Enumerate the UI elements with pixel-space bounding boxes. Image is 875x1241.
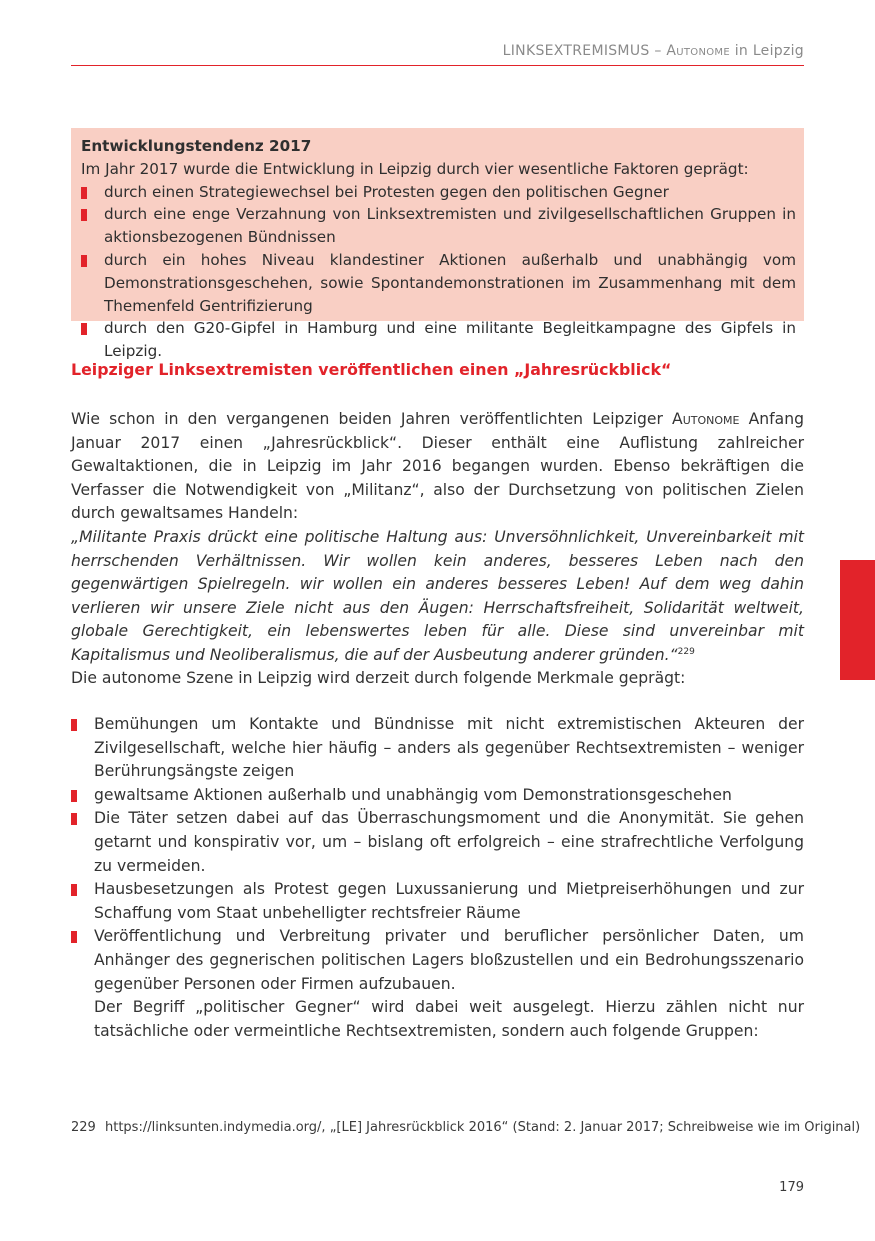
bullet-marker — [81, 255, 87, 267]
bullet-marker — [71, 884, 77, 896]
trend-item-text: durch einen Strategiewechsel bei Protesten gegen den politischen Gegner — [104, 182, 669, 201]
trend-box-intro: Im Jahr 2017 wurde die Entwicklung in Leipzig durch vier wesentliche Faktoren geprägt: — [81, 159, 749, 178]
trend-item-text: durch den G20-Gipfel in Hamburg und eine militante Begleitkampagne des Gipfels in Leipzig. — [104, 319, 796, 361]
scene-paragraph: Die autonome Szene in Leipzig wird derzeit durch folgende Merkmale geprägt: — [71, 669, 686, 687]
feature-item — [71, 925, 804, 1043]
para1-autonome: Autonome — [672, 410, 740, 428]
feature-continuation: Der Begriff „politischer Gegner“ wird dabei weit ausgelegt. Hierzu zählen nicht nur tatsächliche oder vermeintliche Rechtsextremisten, sondern auch folgende Gruppen: — [94, 998, 804, 1040]
footnote-reference[interactable]: 229 — [677, 646, 695, 657]
header-dash: – — [649, 43, 667, 59]
bullet-marker — [81, 209, 87, 221]
header-section: LINKSEXTREMISMUS — [502, 43, 650, 59]
feature-item — [71, 713, 804, 784]
feature-item — [71, 807, 804, 878]
page-number: 179 — [779, 1180, 804, 1195]
trend-item — [81, 249, 796, 317]
header-topic-rest: in Leipzig — [729, 43, 804, 59]
para1-text-before: Wie schon in den vergangenen beiden Jahren veröffentlichten Leipziger — [71, 410, 673, 428]
feature-item — [71, 878, 804, 925]
militancy-quote: „Militante Praxis drückt eine politische Haltung aus: Unversöhnlichkeit, Unvereinbarkeit mit herrschenden Verhältnissen. Wir wollen kein anderes, besseres Leben nach den gegenwärtigen Spielregeln. wir wollen ein anderes besseres Leben! Auf dem weg dahin verlieren wir unsere Ziele nicht aus den Äugen: Herrschaftsfreiheit, Solidarität weltweit, globale Gerechtigkeit, ein lebenswertes leben für alle. Diese sind unvereinbar mit Kapitalismus und Neoliberalismus, die auf der Ausbeutung anderer gründen.“ — [71, 527, 804, 664]
trend-item-text: durch eine enge Verzahnung von Linksextremisten und zivilgesellschaftlichen Gruppen in aktionsbezogenen Bündnissen — [104, 205, 796, 247]
bullet-marker — [71, 719, 77, 731]
trend-item — [81, 317, 796, 363]
trend-box-list — [81, 181, 796, 363]
bullet-marker — [71, 931, 77, 943]
footnote — [71, 1120, 861, 1135]
bullet-marker — [71, 813, 77, 825]
bullet-marker — [71, 790, 77, 802]
trend-item — [81, 203, 796, 249]
feature-item-text: gewaltsame Aktionen außerhalb und unabhängig vom Demonstrationsgeschehen — [94, 785, 732, 804]
trend-item-text: durch ein hohes Niveau klandestiner Aktionen außerhalb und unabhängig vom Demonstrationsgeschehen, sowie Spontandemonstrationen im Zusammenhang mit dem Themenfeld Gentrifizierung — [104, 250, 796, 315]
footnote-text: https://linksunten.indymedia.org/, „[LE] Jahresrückblick 2016“ (Stand: 2. Januar 2017; Schreibweise wie im Original) — [105, 1120, 861, 1135]
trend-box-title: Entwicklungstendenz 2017 — [81, 137, 312, 155]
feature-item-text: Hausbesetzungen als Protest gegen Luxussanierung und Mietpreiserhöhungen und zur Schaffung vom Staat unbehelligter rechtsfreier Räume — [94, 880, 804, 922]
feature-item-text: Veröffentlichung und Verbreitung privater und beruflicher persönlicher Daten, um Anhänger des gegnerischen politischen Lagers bloßzustellen und ein Bedrohungsszenario gegenüber Personen oder Firmen aufzubauen. — [94, 927, 804, 993]
trend-box — [71, 128, 804, 361]
footnote-number: 229 — [71, 1120, 96, 1135]
bullet-marker — [81, 323, 87, 335]
intro-paragraph — [71, 408, 804, 668]
feature-item — [71, 784, 804, 808]
feature-item-text: Die Täter setzen dabei auf das Überraschungsmoment und die Anonymität. Sie gehen getarnt und konspirativ vor, um – bislang oft erfolgreich – eine strafrechtliche Verfolgung zu vermeiden. — [94, 809, 804, 875]
feature-item-text: Bemühungen um Kontakte und Bündnisse mit nicht extremistischen Akteuren der Zivilgesellschaft, welche hier häufig – anders als gegenüber Rechtsextremisten – weniger Berührungsängste zeigen — [94, 715, 804, 781]
running-header — [71, 43, 804, 66]
header-topic-smallcaps: Autonome — [666, 43, 730, 59]
features-list — [71, 713, 804, 1043]
chapter-tab-marker — [840, 560, 875, 680]
bullet-marker — [81, 187, 87, 199]
para1-text-after: Anfang Januar 2017 einen „Jahresrückblick“. Dieser enthält eine Auflistung zahlreicher Gewaltaktionen, die in Leipzig im Jahr 2016 begangen wurden. Ebenso bekräftigen die Verfasser die Notwendigkeit von „Militanz“, also der Durchsetzung von politischen Zielen durch gewaltsames Handeln: — [71, 410, 804, 523]
section-heading: Leipziger Linksextremisten veröffentlichen einen „Jahresrückblick“ — [71, 360, 672, 379]
trend-item — [81, 181, 796, 204]
